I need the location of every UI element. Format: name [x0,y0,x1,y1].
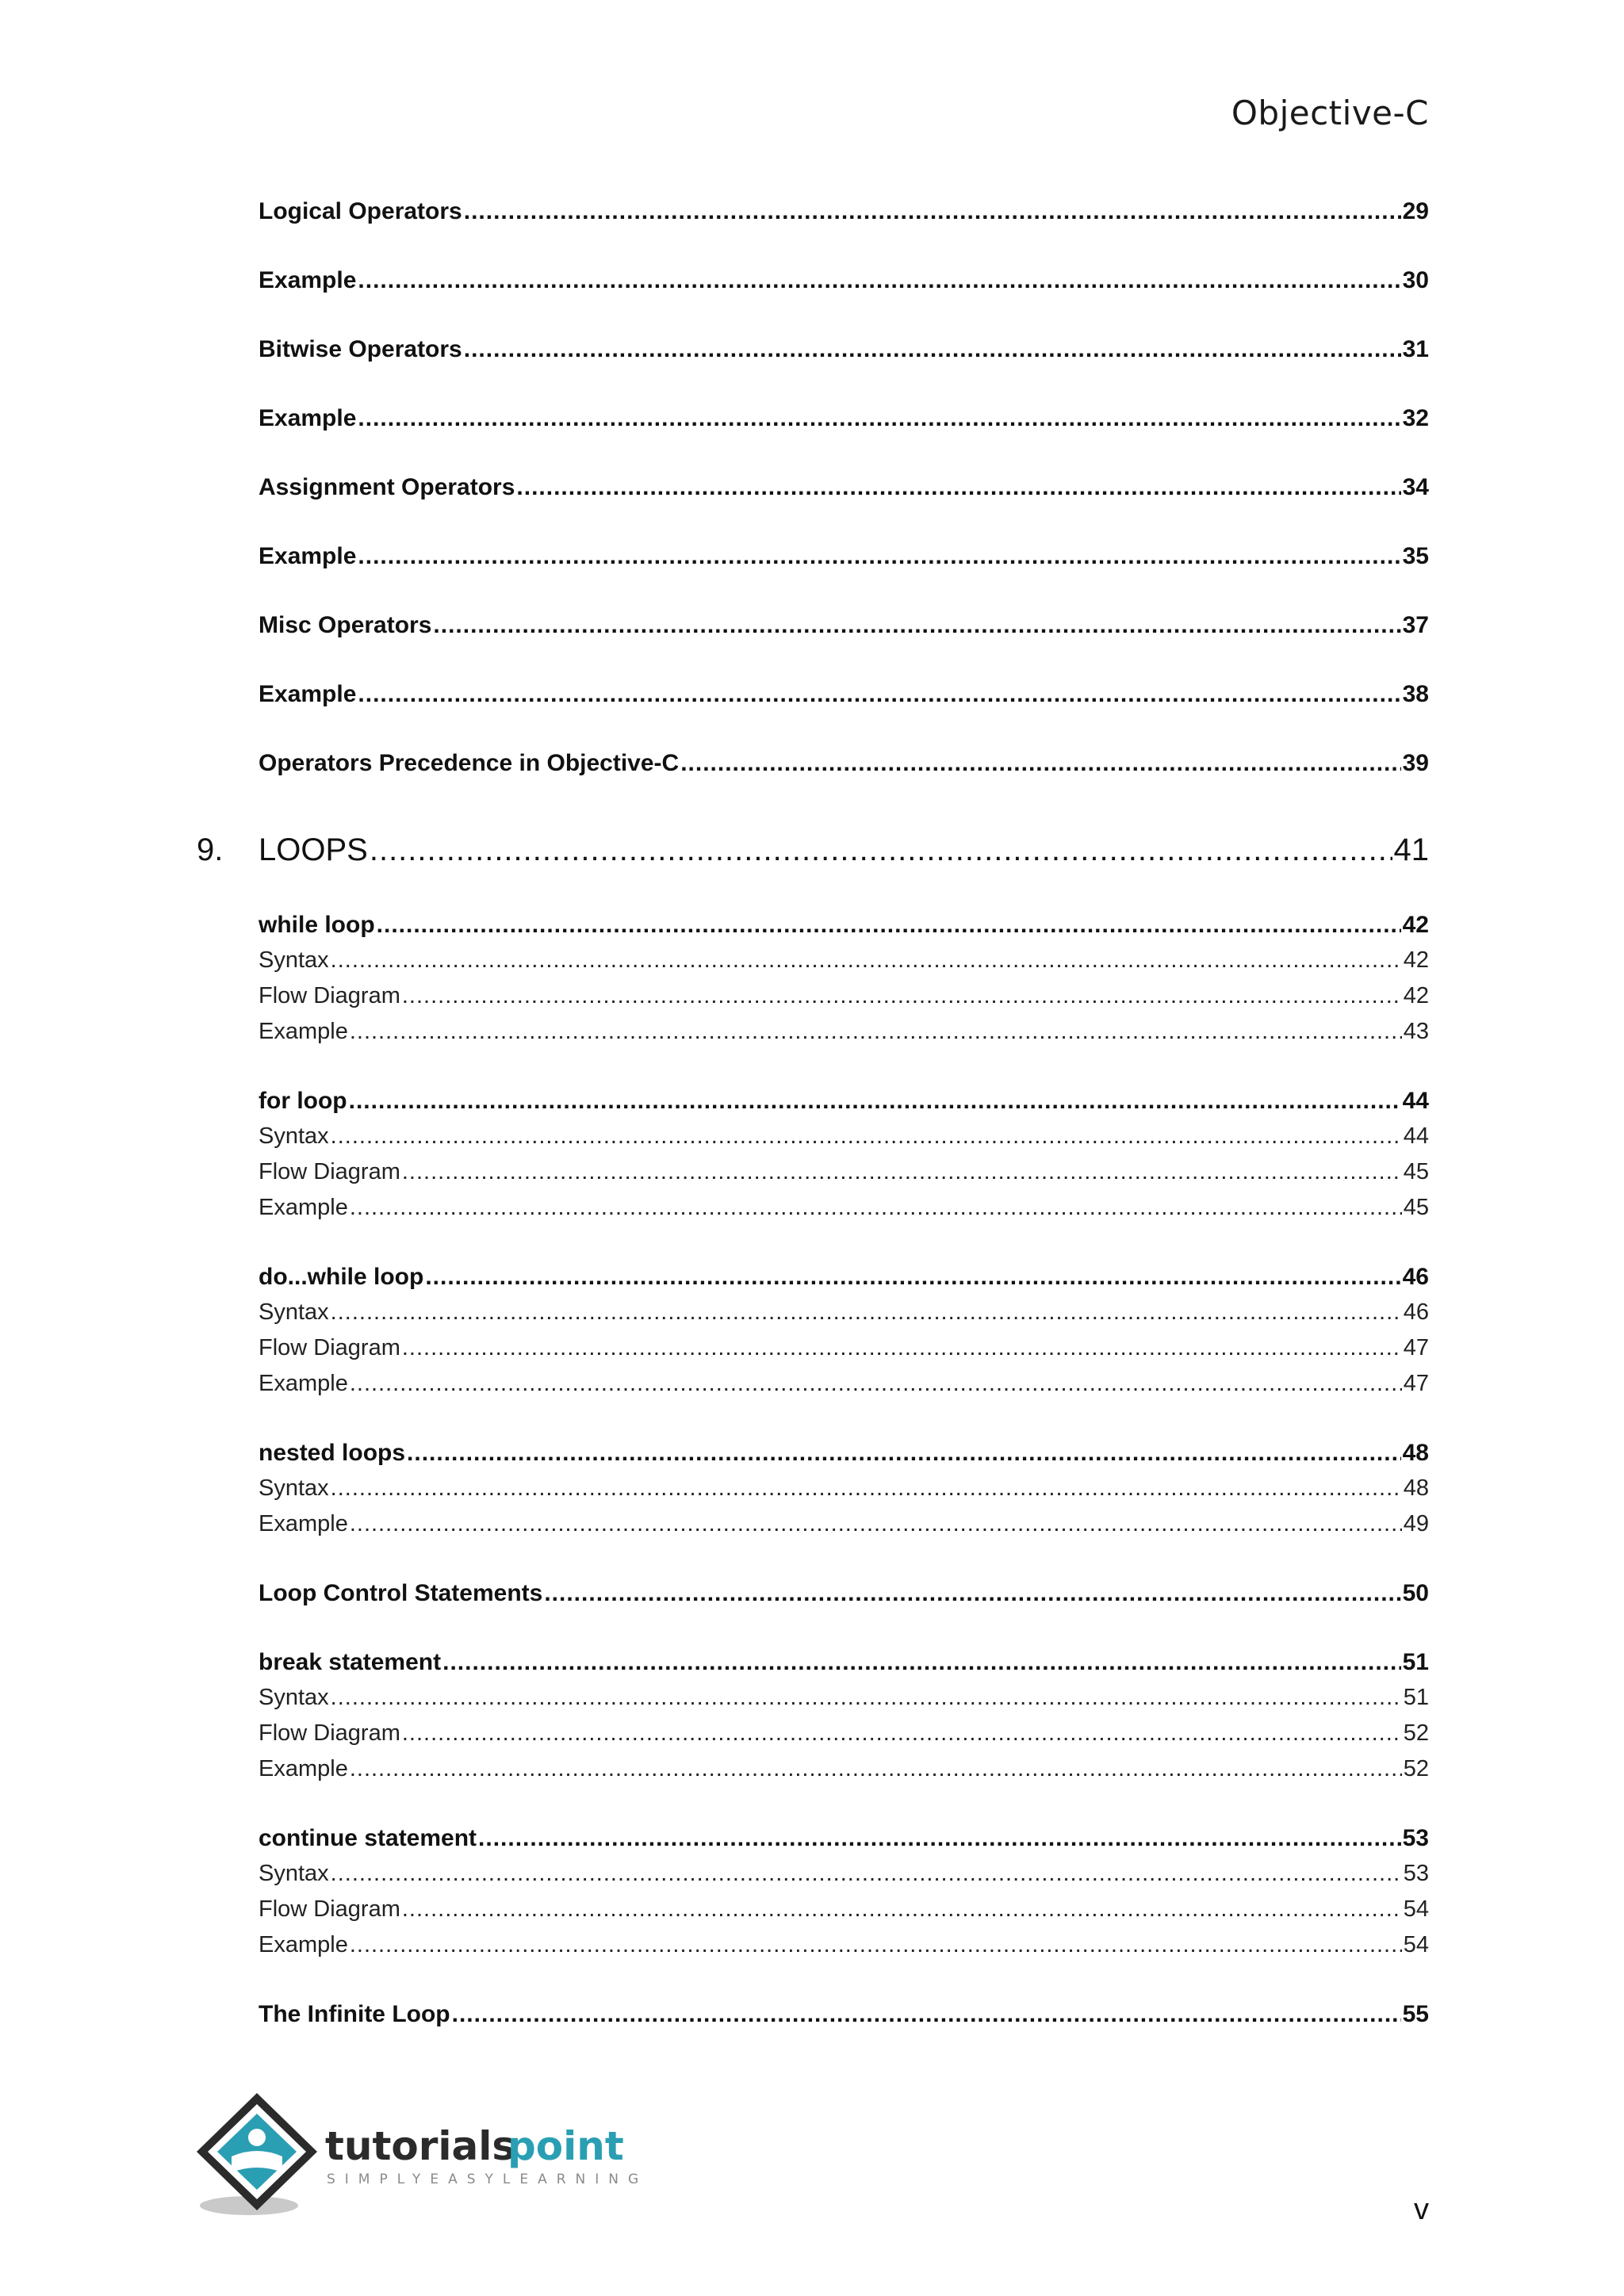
toc-entry-label: Syntax [259,1299,329,1325]
toc-section-entry[interactable] [259,2001,1429,2028]
toc-entry-label: Example [259,543,357,569]
toc-page-number: 51 [1402,1649,1429,1675]
toc-section-entry[interactable] [259,1088,1429,1115]
toc-page-number: 53 [1402,1825,1429,1851]
toc-leader-dots [331,947,1402,974]
toc-section-entry[interactable] [259,912,1429,939]
toc-leader-dots [407,1440,1401,1467]
toc-subsection-entry[interactable] [259,1896,1429,1923]
toc-leader-dots [331,1685,1402,1711]
toc-subsection-entry[interactable] [259,1685,1429,1711]
toc-entry-label: Misc Operators [259,612,432,638]
toc-section-entry[interactable] [259,198,1429,225]
toc-page-number: 48 [1402,1440,1429,1466]
toc-leader-dots [358,405,1400,432]
toc-page-number: 42 [1402,912,1429,938]
toc-leader-dots [358,267,1400,294]
toc-entry-label: Loop Control Statements [259,1580,543,1606]
toc-entry-label: Flow Diagram [259,1896,400,1922]
toc-section-entry[interactable] [259,405,1429,432]
toc-section-entry[interactable] [259,750,1429,777]
toc-leader-dots [402,1896,1402,1923]
document-title: Objective-C [1231,94,1429,132]
toc-page-number: 44 [1402,1088,1429,1114]
toc-page-number: 46 [1402,1264,1429,1290]
toc-subsection-entry[interactable] [259,1335,1429,1361]
toc-page-number: 30 [1402,267,1429,293]
toc-leader-dots [331,1861,1402,1887]
toc-entry-label: Example [259,1371,348,1396]
toc-subsection-entry[interactable] [259,1195,1429,1221]
toc-leader-dots [331,1299,1402,1326]
toc-subsection-entry[interactable] [259,947,1429,974]
toc-section-entry[interactable] [259,612,1429,639]
toc-entry-label: Logical Operators [259,198,462,224]
toc-entry-label: Example [259,267,357,293]
toc-page-number: 45 [1403,1159,1429,1184]
toc-page-number: 52 [1403,1756,1429,1781]
toc-subsection-entry[interactable] [259,1720,1429,1747]
toc-page-number: 48 [1403,1475,1429,1501]
toc-leader-dots [402,983,1402,1009]
toc-section-entry[interactable] [259,336,1429,363]
toc-page-number: 52 [1403,1720,1429,1746]
toc-entry-label: Example [259,681,357,707]
toc-page-number: 53 [1403,1861,1429,1886]
toc-entry-label: Assignment Operators [259,474,515,500]
toc-leader-dots [402,1335,1402,1361]
toc-leader-dots [464,198,1401,225]
toc-leader-dots [377,912,1401,939]
toc-section-entry[interactable] [259,1825,1429,1852]
toc-entry-label: Example [259,405,357,431]
toc-leader-dots [516,474,1400,501]
toc-page-number: 44 [1403,1123,1429,1149]
toc-entry-label: Example [259,1019,348,1044]
tutorialspoint-logo [193,2090,653,2225]
toc-page-number: 54 [1403,1896,1429,1922]
logo-figure-head [248,2129,266,2146]
toc-leader-dots [350,1932,1402,1958]
toc-section-entry[interactable] [259,474,1429,501]
toc-entry-label: for loop [259,1088,347,1114]
toc-entry-label: continue statement [259,1825,477,1851]
toc-chapter-entry[interactable] [259,832,1429,868]
logo-wordmark-tutorials: tutorials [325,2123,516,2169]
toc-leader-dots [331,1475,1402,1502]
toc-entry-label: The Infinite Loop [259,2001,450,2027]
toc-entry-label: Flow Diagram [259,983,400,1008]
toc-entry-label: do...while loop [259,1264,424,1290]
toc-section-entry[interactable] [259,543,1429,570]
toc-entry-label: nested loops [259,1440,406,1466]
toc-subsection-entry[interactable] [259,1756,1429,1782]
toc-section-entry[interactable] [259,1580,1429,1607]
toc-subsection-entry[interactable] [259,1159,1429,1185]
toc-leader-dots [350,1019,1402,1045]
toc-page-number: 47 [1403,1371,1429,1396]
toc-entry-label: Example [259,1195,348,1220]
toc-page-number: 51 [1403,1685,1429,1710]
toc-subsection-entry[interactable] [259,983,1429,1009]
toc-section-entry[interactable] [259,1264,1429,1291]
toc-subsection-entry[interactable] [259,1299,1429,1326]
toc-page-number: 49 [1403,1511,1429,1536]
toc-subsection-entry[interactable] [259,1019,1429,1045]
toc-leader-dots [358,543,1400,570]
toc-subsection-entry[interactable] [259,1475,1429,1502]
toc-leader-dots [350,1756,1402,1782]
toc-entry-label: Syntax [259,1861,329,1886]
toc-leader-dots [452,2001,1401,2028]
toc-entry-label: Example [259,1756,348,1781]
toc-page-number: 29 [1402,198,1429,224]
toc-entry-label: Syntax [259,1475,329,1501]
toc-entry-label: while loop [259,912,375,938]
logo-tagline: SIMPLYEASYLEARNING [327,2172,649,2187]
toc-section-entry[interactable] [259,1440,1429,1467]
toc-leader-dots [478,1825,1401,1852]
toc-page-number: 41 [1393,832,1429,867]
toc-page-number: 45 [1403,1195,1429,1220]
toc-entry-label: Syntax [259,1123,329,1149]
toc-page-number: 43 [1403,1019,1429,1044]
logo-wordmark-point: point [508,2123,624,2169]
toc-page-number: 42 [1403,983,1429,1008]
toc-page-number: 39 [1402,750,1429,776]
toc-page-number: 47 [1403,1335,1429,1360]
toc-entry-label: LOOPS [259,832,368,867]
toc-subsection-entry[interactable] [259,1932,1429,1958]
toc-page-number: 46 [1403,1299,1429,1325]
toc-leader-dots [425,1264,1400,1291]
toc-leader-dots [349,1088,1401,1115]
toc-page-number: 34 [1402,474,1429,500]
toc-page-number: 54 [1403,1932,1429,1957]
toc-leader-dots [350,1511,1402,1537]
toc-leader-dots [331,1123,1402,1150]
toc-leader-dots [402,1720,1402,1747]
toc-entry-label: Flow Diagram [259,1335,400,1360]
toc-leader-dots [358,681,1400,708]
toc-entry-label: break statement [259,1649,442,1675]
toc-leader-dots [544,1580,1400,1607]
page-number: v [1414,2193,1429,2226]
toc-subsection-entry[interactable] [259,1371,1429,1397]
toc-entry-label: Operators Precedence in Objective-C [259,750,680,776]
toc-page-number: 42 [1403,947,1429,973]
toc-page-number: 38 [1402,681,1429,707]
toc-leader-dots [350,1195,1402,1221]
toc-entry-label: Flow Diagram [259,1720,400,1746]
toc-leader-dots [402,1159,1402,1185]
toc-subsection-entry[interactable] [259,1123,1429,1150]
toc-page-number: 37 [1402,612,1429,638]
chapter-number: 9. [197,832,224,867]
toc-section-entry[interactable] [259,681,1429,708]
toc-leader-dots [680,750,1400,777]
toc-page-number: 50 [1402,1580,1429,1606]
toc-page-number: 31 [1402,336,1429,362]
toc-entry-label: Example [259,1932,348,1957]
toc-leader-dots [464,336,1401,363]
toc-entry-label: Syntax [259,1685,329,1710]
toc-entry-label: Flow Diagram [259,1159,400,1184]
toc-page-number: 32 [1402,405,1429,431]
toc-entry-label: Example [259,1511,348,1536]
toc-subsection-entry[interactable] [259,1511,1429,1537]
toc-leader-dots [350,1371,1402,1397]
toc-page-number: 35 [1402,543,1429,569]
toc-leader-dots [442,1649,1401,1676]
toc-leader-dots [370,832,1392,868]
toc-subsection-entry[interactable] [259,1861,1429,1887]
toc-leader-dots [433,612,1400,639]
toc-section-entry[interactable] [259,267,1429,294]
toc-entry-label: Syntax [259,947,329,973]
toc-page-number: 55 [1402,2001,1429,2027]
toc-entry-label: Bitwise Operators [259,336,462,362]
toc-section-entry[interactable] [259,1649,1429,1676]
